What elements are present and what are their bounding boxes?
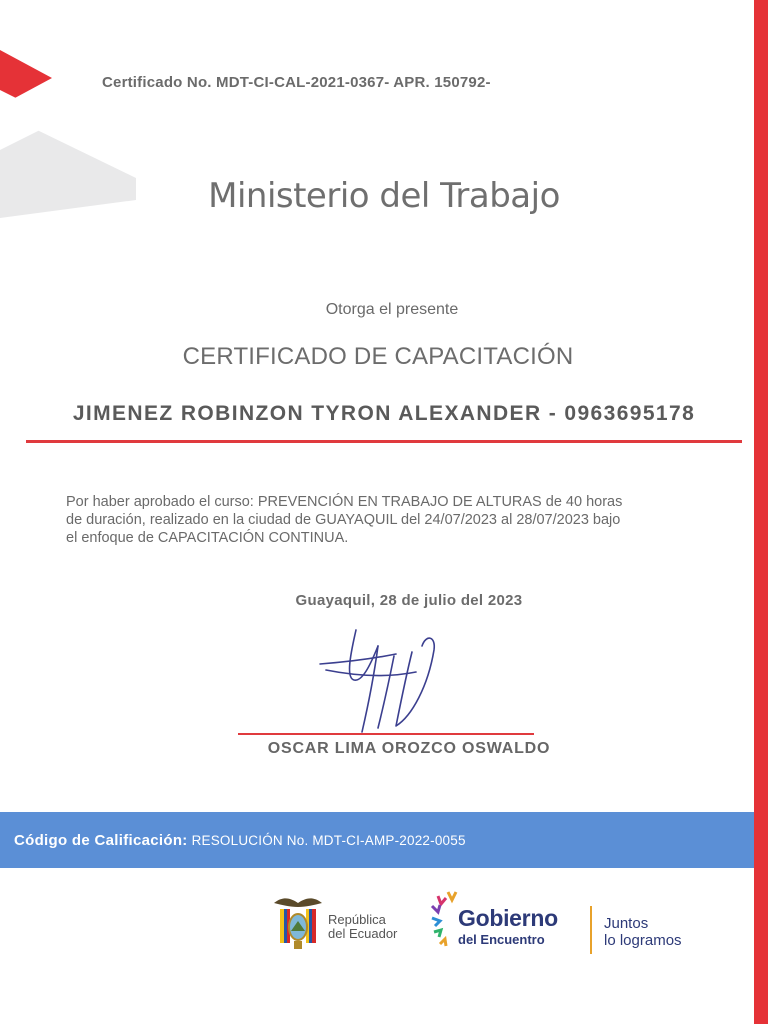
place-date: Guayaquil, 28 de julio del 2023 [295,592,523,609]
ecuador-logo-text: República [328,912,386,927]
course-description-line: de duración, realizado en la ciudad de GUAYAQUIL del 24/07/2023 al 28/07/2023 bajo [66,512,621,528]
qualification-label: Código de Calificación: [14,831,188,849]
qualification-band [0,812,754,868]
recipient-underline [26,440,742,443]
ecuador-logo-text: del Ecuador [328,926,398,941]
logo-divider [590,906,592,954]
grants-text: Otorga el presente [325,301,459,318]
signer-name: OSCAR LIMA OROZCO OSWALDO [267,740,551,757]
slogan-text: lo logramos [604,932,682,949]
certificate-number: Certificado No. MDT-CI-CAL-2021-0367- APR. 150792- [102,74,491,91]
qualification-value: RESOLUCIÓN No. MDT-CI-AMP-2022-0055 [191,832,466,848]
gobierno-logo-title: Gobierno [458,905,558,931]
course-description [66,493,726,547]
signature-line [238,733,534,735]
course-description-line: el enfoque de CAPACITACIÓN CONTINUA. [66,530,349,546]
gobierno-encuentro-logo [430,886,710,958]
republica-ecuador-logo [270,893,410,955]
certificate-type: CERTIFICADO DE CAPACITACIÓN [182,343,574,370]
ministry-title: Ministerio del Trabajo [208,176,560,216]
course-description-line: Por haber aprobado el curso: PREVENCIÓN EN TRABAJO DE ALTURAS de 40 horas [66,494,623,510]
slogan-text: Juntos [604,915,649,932]
right-red-stripe [754,0,768,1024]
signature [316,626,452,736]
recipient-name: JIMENEZ ROBINZON TYRON ALEXANDER - 0963695178 [72,402,696,425]
coat-of-arms-icon [270,893,326,955]
gobierno-logo-subtitle: del Encuentro [458,932,545,947]
